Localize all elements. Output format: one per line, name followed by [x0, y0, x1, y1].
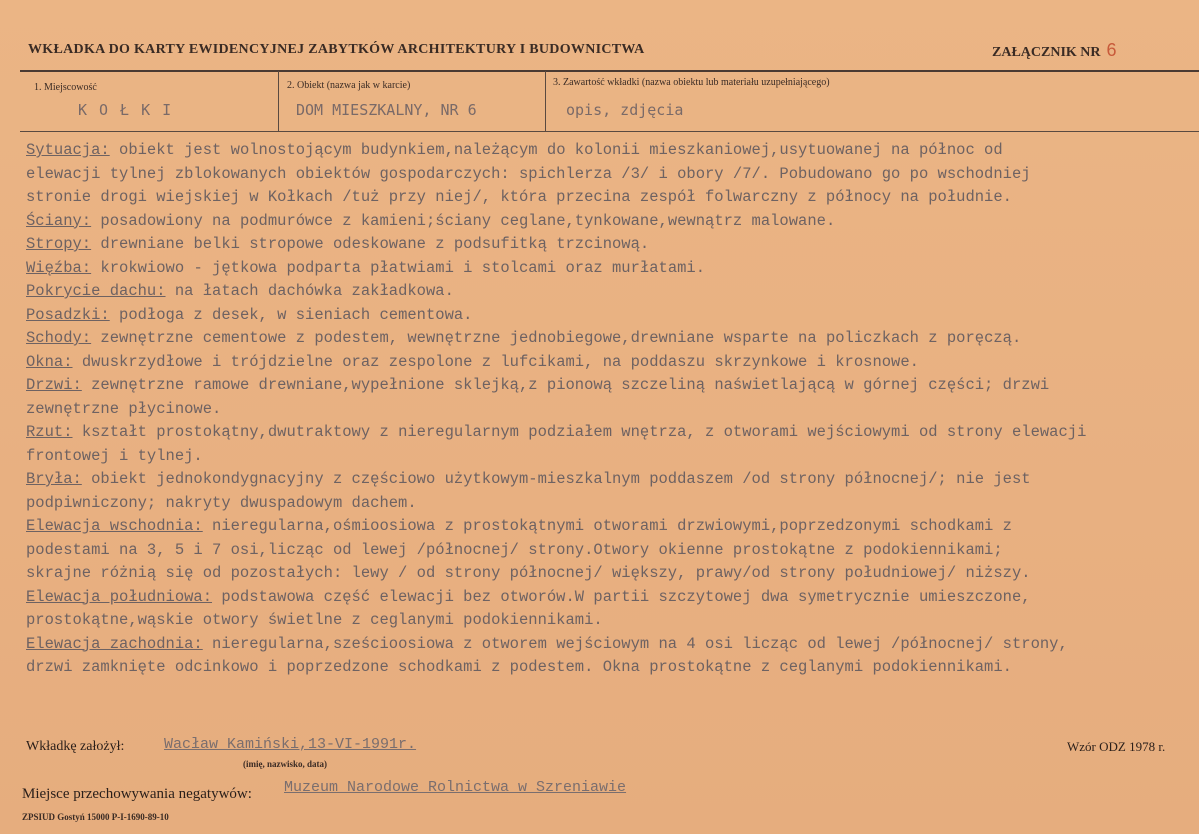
section-text: elewacji tylnej zblokowanych obiektów gospodarczych: spichlerza /3/ i obory /7/. Pobudowano go po wschodniej — [26, 164, 1031, 183]
object-value: DOM MIESZKALNY, NR 6 — [296, 101, 477, 119]
section-heading: Ściany: — [26, 211, 92, 230]
content-value: opis, zdjęcia — [566, 101, 684, 119]
section-text: frontowej i tylnej. — [26, 446, 203, 465]
description-line — [26, 562, 1199, 586]
section-text: skrajne różnią się od pozostałych: lewy / od strony północnej/ większy, prawy/od strony południowej/ niższy. — [26, 564, 1031, 582]
section-text: posadowiony na podmurówce z kamieni;ściany ceglane,tynkowane,wewnątrz malowane. — [91, 211, 836, 230]
description-line — [26, 656, 1199, 680]
section-text: zewnętrzne płycinowe. — [26, 399, 222, 418]
description-line — [26, 468, 1199, 492]
form-title: WKŁADKA DO KARTY EWIDENCYJNEJ ZABYTKÓW ARCHITEKTURY I BUDOWNICTWA — [28, 42, 645, 57]
description-line — [26, 374, 1199, 398]
description-line — [26, 210, 1199, 234]
section-heading: Rzut: — [26, 423, 73, 441]
description-line — [26, 539, 1199, 563]
section-heading: Pokrycie dachu: — [26, 282, 166, 300]
section-text: na łatach dachówka zakładkowa. — [165, 282, 454, 300]
section-text: stronie drogi wiejskiej w Kołkach /tuż przy niej/, która przecina zespół folwarczny z północy na południe. — [26, 188, 1012, 206]
description-line — [26, 492, 1199, 516]
description-line — [26, 304, 1199, 328]
locality-value: KOŁKI — [78, 101, 184, 119]
annex-label — [992, 40, 1117, 61]
section-heading: Okna: — [26, 352, 73, 371]
section-text: drewniane belki stropowe odeskowane z podsufitką trzcinową. — [91, 235, 650, 253]
locality-label: 1. Miejscowość — [34, 82, 97, 93]
description-line — [26, 421, 1199, 445]
section-text: krokwiowo - jętkowa podparta płatwiami i stolcami oraz murłatami. — [91, 258, 706, 277]
section-text: obiekt jednokondygnacyjny z częściowo użytkowym-mieszkalnym poddaszem /od strony północnej/; nie jest — [81, 470, 1031, 488]
field-divider-1 — [278, 71, 279, 131]
description-body — [26, 139, 1199, 680]
section-heading: Schody: — [26, 329, 92, 347]
description-line — [26, 633, 1199, 657]
section-text: prostokątne,wąskie otwory świetlne z ceglanymi podokiennikami. — [26, 611, 603, 629]
object-label: 2. Obiekt (nazwa jak w karcie) — [287, 80, 411, 91]
description-line — [26, 398, 1199, 422]
author-hint: (imię, nazwisko, data) — [243, 759, 327, 769]
section-heading: Więźba: — [26, 258, 92, 277]
description-line — [26, 257, 1199, 281]
section-heading: Posadzki: — [26, 305, 110, 324]
section-text: kształt prostokątny,dwutraktowy z nieregularnym podziałem wnętrza, z otworami wejściowymi od strony elewacji — [72, 423, 1087, 441]
section-heading: Bryła: — [26, 470, 82, 488]
annex-number: 6 — [1106, 40, 1117, 60]
description-line — [26, 233, 1199, 257]
section-text: drzwi zamknięte odcinkowo i poprzedzone schodkami z podestem. Okna prostokątne z ceglanymi podokiennikami. — [26, 658, 1012, 676]
description-line — [26, 609, 1199, 633]
annex-label-text: ZAŁĄCZNIK NR — [992, 45, 1101, 60]
section-text: podestami na 3, 5 i 7 osi,licząc od lewej /północnej/ strony.Otwory okienne prostokątne z podokiennikami; — [26, 540, 1003, 559]
section-text: zewnętrzne ramowe drewniane,wypełnione sklejką,z pionową szczeliną naświetlającą w górnej części; drzwi — [81, 376, 1050, 394]
storage-value: Muzeum Narodowe Rolnictwa w Szreniawie — [284, 779, 627, 796]
description-line — [26, 186, 1199, 210]
section-heading: Elewacja wschodnia: — [26, 517, 203, 535]
print-code: ZPSIUD Gostyń 15000 P-I-1690-89-10 — [22, 812, 169, 822]
fields-rule — [20, 131, 1199, 132]
author-value: Wacław Kamiński,13-VI-1991r. — [164, 736, 417, 753]
section-text: zewnętrzne cementowe z podestem, wewnętrzne jednobiegowe,drewniane wsparte na policzkach z poręczą. — [91, 329, 1022, 347]
section-heading: Sytuacja: — [26, 141, 110, 159]
section-text: nieregularna,sześcioosiowa z otworem wejściowym na 4 osi licząc od lewej /północnej/ strony, — [202, 634, 1068, 653]
description-line — [26, 139, 1199, 163]
header-rule — [20, 70, 1199, 72]
section-text: obiekt jest wolnostojącym budynkiem,należącym do kolonii mieszkaniowej,usytuowanej na północ od — [109, 141, 1003, 159]
section-heading: Drzwi: — [26, 376, 82, 394]
content-label: 3. Zawartość wkładki (nazwa obiektu lub materiału uzupełniającego) — [553, 77, 830, 88]
description-line — [26, 163, 1199, 187]
description-line — [26, 515, 1199, 539]
section-text: podstawowa część elewacji bez otworów.W partii szczytowej dwa symetrycznie umieszczone, — [212, 587, 1031, 606]
model-label: Wzór ODZ 1978 r. — [1067, 739, 1166, 754]
storage-label: Miejsce przechowywania negatywów: — [22, 786, 252, 802]
description-line — [26, 280, 1199, 304]
description-line — [26, 327, 1199, 351]
section-heading: Stropy: — [26, 235, 92, 253]
section-text: nieregularna,ośmioosiowa z prostokątnymi otworami drzwiowymi,poprzedzonymi schodkami z — [202, 517, 1012, 535]
description-line — [26, 445, 1199, 469]
section-text: podpiwniczony; nakryty dwuspadowym dachem. — [26, 493, 417, 512]
section-text: podłoga z desek, w sieniach cementowa. — [109, 305, 473, 324]
description-line — [26, 351, 1199, 375]
field-divider-2 — [545, 71, 546, 131]
author-label: Wkładkę założył: — [26, 739, 125, 754]
section-heading: Elewacja południowa: — [26, 587, 213, 606]
section-text: dwuskrzydłowe i trójdzielne oraz zespolone z lufcikami, na poddaszu skrzynkowe i krosnowe. — [72, 352, 919, 371]
section-heading: Elewacja zachodnia: — [26, 634, 203, 653]
description-line — [26, 586, 1199, 610]
